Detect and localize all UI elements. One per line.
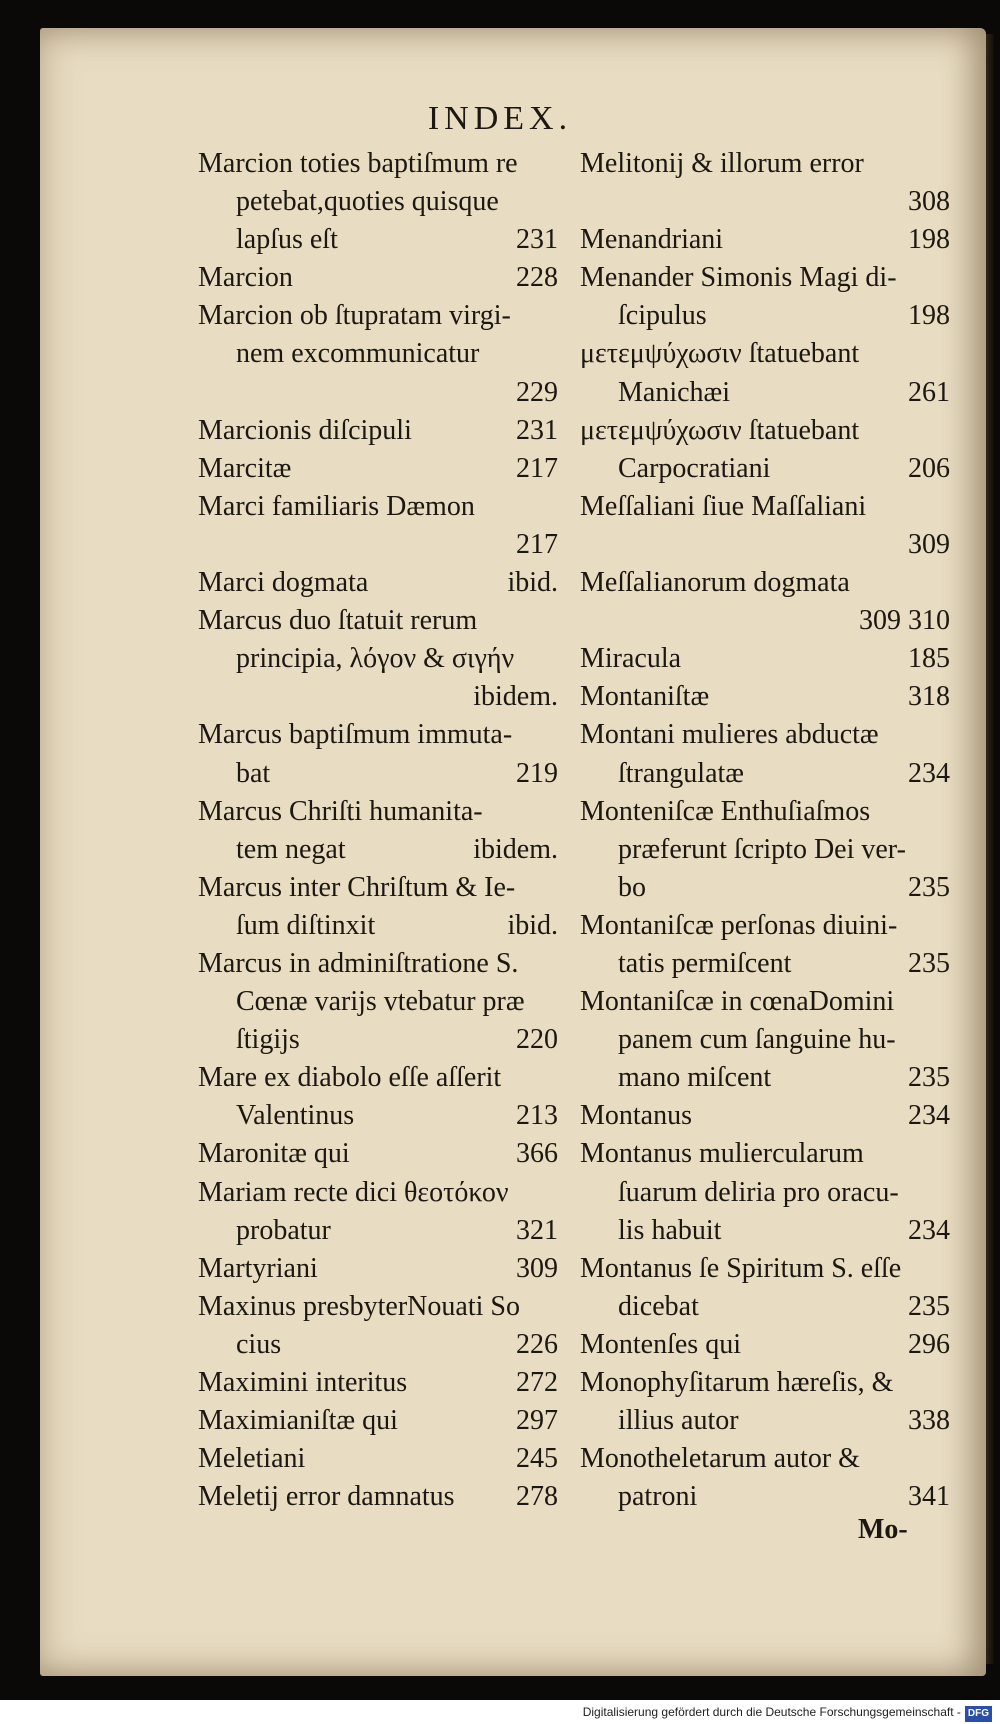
- page-reference: 220: [516, 1024, 558, 1056]
- entry-text: Marcus Chriſti humanita-: [198, 795, 483, 827]
- index-entry-line: [580, 526, 950, 564]
- index-entry-line: [198, 678, 558, 716]
- entry-text: tatis permiſcent: [618, 947, 792, 979]
- index-entry-line: [580, 259, 950, 297]
- page-reference: 185: [908, 643, 950, 675]
- entry-text: Montanus muliercularum: [580, 1138, 864, 1170]
- index-entry-line: [580, 1250, 950, 1288]
- entry-text: ſum diſtinxit: [236, 909, 376, 941]
- index-entry-line: [580, 183, 950, 221]
- index-entry-line: [198, 907, 558, 945]
- index-entry-line: [580, 1021, 950, 1059]
- entry-text: Menandriani: [580, 224, 724, 256]
- entry-text: præferunt ſcripto Dei ver-: [618, 833, 906, 865]
- index-entry-line: [580, 716, 950, 754]
- index-entry-line: [580, 640, 950, 678]
- page-reference: 272: [516, 1367, 558, 1398]
- entry-text: Meletij error damnatus: [198, 1481, 455, 1513]
- entry-text: Mariam recte dici θεοτόκον: [198, 1176, 509, 1208]
- entry-text: Marcion toties baptiſmum re: [198, 148, 518, 179]
- index-entry-line: [198, 183, 558, 221]
- page-reference: 318: [908, 681, 950, 713]
- entry-text: Monotheletarum autor &: [580, 1443, 860, 1475]
- index-entry-line: [198, 297, 558, 335]
- index-entry-line: [198, 374, 558, 412]
- entry-text: Marcus baptiſmum immuta-: [198, 719, 513, 751]
- entry-text: Manichæi: [618, 376, 730, 408]
- entry-text: Montanus ſe Spiritum S. eſſe: [580, 1252, 902, 1284]
- entry-text: Menander Simonis Magi di-: [580, 262, 897, 294]
- page-reference: 235: [908, 871, 950, 903]
- index-entry-line: [198, 869, 558, 907]
- page-reference: 308: [908, 186, 950, 218]
- page-reference: 235: [908, 947, 950, 979]
- index-entry-line: [580, 488, 950, 526]
- entry-text: Marcion: [198, 262, 293, 294]
- index-entry-line: [580, 1059, 950, 1097]
- page-reference: ibid.: [507, 567, 558, 599]
- entry-text: Marcitæ: [198, 452, 292, 484]
- entry-text: Marci familiaris Dæmon: [198, 490, 475, 522]
- footer-text: Digitalisierung gefördert durch die Deutsche Forschungsgemeinschaft -: [582, 1705, 961, 1719]
- index-entry-line: [198, 716, 558, 754]
- page-reference: 278: [516, 1481, 558, 1513]
- entry-text: Carpocratiani: [618, 452, 771, 484]
- page-reference: 198: [908, 300, 950, 332]
- page-reference: 297: [516, 1405, 558, 1437]
- index-entry-line: [580, 755, 950, 793]
- entry-text: Meſſalianorum dogmata: [580, 567, 850, 599]
- index-entry-line: [580, 297, 950, 335]
- index-entry-line: [580, 1440, 950, 1478]
- entry-text: panem cum ſanguine hu-: [618, 1024, 896, 1056]
- entry-text: mano miſcent: [618, 1062, 772, 1094]
- entry-text: Meſſaliani ſiue Maſſaliani: [580, 490, 867, 522]
- entry-text: tem negat: [236, 833, 346, 865]
- index-entry-line: [198, 1212, 558, 1250]
- index-entry-line: [580, 793, 950, 831]
- index-entry-line: [198, 1364, 558, 1402]
- index-entry-line: [198, 1440, 558, 1478]
- entry-text: Mare ex diabolo eſſe aſſerit: [198, 1062, 502, 1094]
- index-entry-line: [198, 945, 558, 983]
- entry-text: cius: [236, 1328, 282, 1360]
- entry-text: Marcus inter Chriſtum & Ie-: [198, 871, 516, 903]
- index-entry-line: [580, 602, 950, 640]
- page-reference: ibidem.: [473, 681, 558, 713]
- entry-text: μετεμψύχωσιν ſtatuebant: [580, 338, 860, 370]
- index-entry-line: [198, 1250, 558, 1288]
- entry-text: lis habuit: [618, 1214, 722, 1246]
- page-reference: 309: [908, 528, 950, 560]
- page-reference: 198: [908, 224, 950, 256]
- entry-text: ſtigijs: [236, 1024, 300, 1056]
- entry-text: Monteniſcæ Enthuſiaſmos: [580, 795, 871, 827]
- page-reference: 235: [908, 1290, 950, 1322]
- page-reference: 213: [516, 1100, 558, 1132]
- page-reference: 309 310: [859, 605, 950, 637]
- entry-text: Monophyſitarum hæreſis, &: [580, 1367, 894, 1398]
- page-reference: 206: [908, 452, 950, 484]
- entry-text: Valentinus: [236, 1100, 355, 1132]
- page-reference: ibid.: [507, 909, 558, 941]
- entry-text: Montaniſcæ perſonas diuini-: [580, 909, 898, 941]
- entry-text: Marcion ob ſtupratam virgi-: [198, 300, 511, 332]
- index-entry-line: [580, 145, 950, 183]
- index-entry-line: [198, 145, 558, 183]
- entry-text: lapſus eſt: [236, 224, 338, 256]
- page-reference: 226: [516, 1328, 558, 1360]
- entry-text: Montaniſcæ in cœnaDomini: [580, 986, 895, 1018]
- index-entry-line: [198, 450, 558, 488]
- entry-text: dicebat: [618, 1290, 699, 1322]
- index-entry-line: [198, 1021, 558, 1059]
- entry-text: petebat,quoties quisque: [236, 186, 499, 218]
- page-reference: 321: [516, 1214, 558, 1246]
- page-reference: 231: [516, 414, 558, 446]
- index-entry-line: [198, 1174, 558, 1212]
- entry-text: ſuarum deliria pro oracu-: [618, 1176, 899, 1208]
- entry-text: Cœnæ varijs vtebatur præ: [236, 986, 525, 1018]
- entry-text: Marcionis diſcipuli: [198, 414, 412, 446]
- entry-text: ſtrangulatæ: [618, 757, 744, 789]
- page-reference: 261: [908, 376, 950, 408]
- index-entry-line: [580, 1212, 950, 1250]
- index-entry-line: [198, 1402, 558, 1440]
- entry-text: Martyriani: [198, 1252, 318, 1284]
- index-entry-line: [198, 1059, 558, 1097]
- index-entry-line: [198, 640, 558, 678]
- index-entry-line: [198, 335, 558, 373]
- index-entry-line: [580, 1174, 950, 1212]
- page-reference: 234: [908, 1214, 950, 1246]
- index-entry-line: [198, 259, 558, 297]
- entry-text: Melitonij & illorum error: [580, 148, 864, 179]
- page-reference: 228: [516, 262, 558, 294]
- index-entry-line: [580, 335, 950, 373]
- page-reference: 234: [908, 1100, 950, 1132]
- page-reference: 341: [908, 1481, 950, 1513]
- entry-text: Montaniſtæ: [580, 681, 710, 713]
- index-entry-line: [198, 755, 558, 793]
- index-entry-line: [580, 678, 950, 716]
- page-reference: 366: [516, 1138, 558, 1170]
- index-entry-line: [198, 1135, 558, 1173]
- index-entry-line: [198, 1478, 558, 1516]
- index-entry-line: [580, 1326, 950, 1364]
- index-entry-line: [198, 1288, 558, 1326]
- index-entry-line: [580, 907, 950, 945]
- page-reference: 309: [516, 1252, 558, 1284]
- page-reference: 235: [908, 1062, 950, 1094]
- page-reference: 217: [516, 452, 558, 484]
- entry-text: bo: [618, 871, 646, 903]
- footer-credit: [0, 1700, 1000, 1724]
- entry-text: probatur: [236, 1214, 331, 1246]
- page-reference: 229: [516, 376, 558, 408]
- index-entry-line: [198, 1326, 558, 1364]
- index-entry-line: [580, 412, 950, 450]
- page-reference: ibidem.: [473, 833, 558, 865]
- index-column-right: [580, 145, 950, 1516]
- page-reference: 245: [516, 1443, 558, 1475]
- index-entry-line: [580, 831, 950, 869]
- entry-text: patroni: [618, 1481, 698, 1513]
- entry-text: Maronitæ qui: [198, 1138, 350, 1170]
- index-entry-line: [198, 526, 558, 564]
- entry-text: Montenſes qui: [580, 1328, 741, 1360]
- index-entry-line: [580, 450, 950, 488]
- entry-text: Marci dogmata: [198, 567, 369, 599]
- index-entry-line: [580, 221, 950, 259]
- index-entry-line: [580, 1288, 950, 1326]
- index-entry-line: [198, 602, 558, 640]
- page-header: INDEX.: [427, 100, 573, 137]
- entry-text: Marcus in adminiſtratione S.: [198, 947, 519, 979]
- entry-text: Maximianiſtæ qui: [198, 1405, 398, 1437]
- index-entry-line: [580, 1364, 950, 1402]
- index-entry-line: [198, 793, 558, 831]
- entry-text: bat: [236, 757, 271, 789]
- index-entry-line: [198, 1097, 558, 1135]
- entry-text: Montani mulieres abductæ: [580, 719, 879, 751]
- page-reference: 338: [908, 1405, 950, 1437]
- index-entry-line: [198, 412, 558, 450]
- entry-text: Miracula: [580, 643, 682, 675]
- entry-text: illius autor: [618, 1405, 739, 1437]
- entry-text: nem excommunicatur: [236, 338, 480, 370]
- index-entry-line: [580, 869, 950, 907]
- dfg-logo: DFG: [965, 1706, 992, 1722]
- page-reference: 234: [908, 757, 950, 789]
- index-entry-line: [580, 1097, 950, 1135]
- page-reference: 217: [516, 528, 558, 560]
- page-reference: 219: [516, 757, 558, 789]
- catchword: Mo-: [858, 1514, 908, 1545]
- page-reference: 296: [908, 1328, 950, 1360]
- index-entry-line: [198, 983, 558, 1021]
- index-entry-line: [198, 488, 558, 526]
- index-entry-line: [198, 564, 558, 602]
- entry-text: Maxinus presbyterNouati So: [198, 1290, 520, 1322]
- entry-text: Meletiani: [198, 1443, 306, 1475]
- entry-text: principia, λόγον & σιγήν: [236, 643, 515, 675]
- index-entry-line: [580, 983, 950, 1021]
- index-entry-line: [580, 1135, 950, 1173]
- index-entry-line: [580, 564, 950, 602]
- entry-text: Montanus: [580, 1100, 692, 1132]
- index-entry-line: [198, 221, 558, 259]
- index-entry-line: [580, 1478, 950, 1516]
- entry-text: μετεμψύχωσιν ſtatuebant: [580, 414, 860, 446]
- index-entry-line: [580, 1402, 950, 1440]
- page-reference: 231: [516, 224, 558, 256]
- entry-text: Maximini interitus: [198, 1367, 408, 1398]
- entry-text: ſcipulus: [618, 300, 707, 332]
- index-column-left: [198, 145, 558, 1516]
- entry-text: Marcus duo ſtatuit rerum: [198, 605, 478, 637]
- index-entry-line: [580, 374, 950, 412]
- index-entry-line: [580, 945, 950, 983]
- index-entry-line: [198, 831, 558, 869]
